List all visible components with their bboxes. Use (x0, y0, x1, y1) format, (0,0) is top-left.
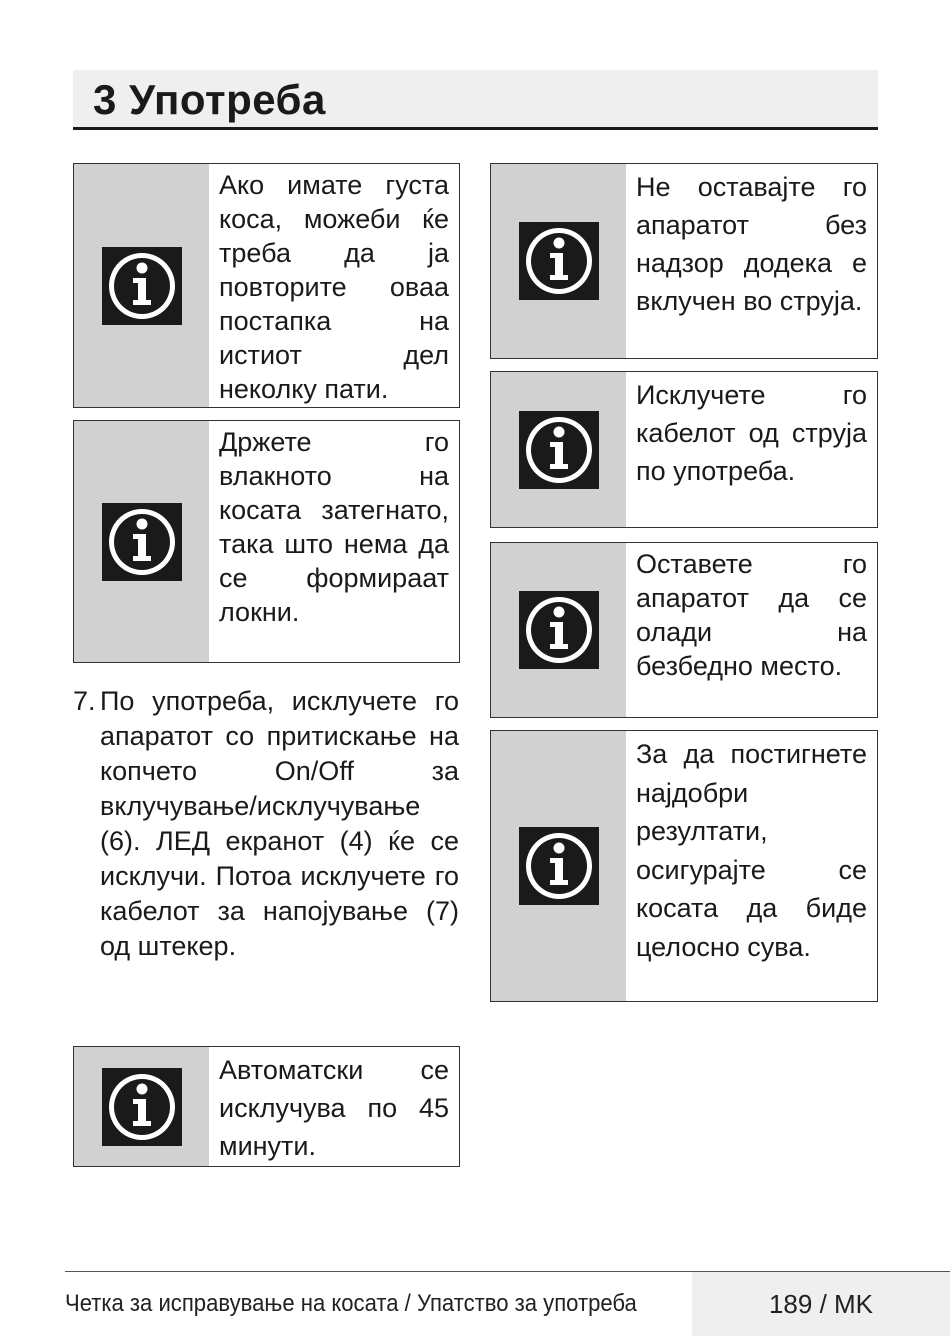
page-title: 3 Употреба (93, 76, 326, 123)
section-header (73, 70, 878, 130)
info-note-unplug (490, 371, 878, 528)
info-note-dry-hair (490, 730, 878, 1002)
note-icon-panel (74, 421, 209, 662)
note-icon-panel (491, 543, 626, 717)
step-text: По употреба, исклучете го апаратот со притискање на копчето On/Off за вклучување/исклучување (6). ЛЕД екранот (4) ќе се исклучи. Потоа исклучете го кабелот за напојување (7) од штекер. (100, 686, 459, 961)
note-icon-panel (491, 372, 626, 527)
page-number: 189 / MK (692, 1272, 950, 1336)
info-icon (102, 247, 182, 325)
note-text: Не оставајте го апаратот без надзор додека е вклучен во струја. (636, 172, 867, 316)
note-icon-panel (491, 731, 626, 1001)
info-note-hold-taut (73, 420, 460, 663)
note-icon-panel (491, 164, 626, 358)
note-text: За да постигнете најдобри резултати, осигурајте се косата да биде целосно сува. (636, 739, 867, 962)
info-icon (519, 591, 599, 669)
footer-title: Четка за исправување на косата / Упатство за употреба (65, 1290, 637, 1317)
info-note-auto-off (73, 1046, 460, 1167)
note-text: Ако имате густа коса, можеби ќе треба да ја повторите оваа постапка на истиот дел неколку пати. (219, 170, 449, 404)
note-text: Држете го влакното на косата затегнато, така што нема да се формираат локни. (219, 427, 449, 627)
info-note-cool-down (490, 542, 878, 718)
note-text: Автоматски се исклучува по 45 минути. (219, 1055, 449, 1161)
info-icon (519, 827, 599, 905)
info-icon (102, 503, 182, 581)
note-icon-panel (74, 1047, 209, 1166)
note-icon-panel (74, 164, 209, 407)
info-icon (519, 411, 599, 489)
step-7 (73, 684, 459, 964)
info-icon (519, 222, 599, 300)
step-number: 7. (73, 686, 96, 716)
info-icon (102, 1068, 182, 1146)
note-text: Исклучете го кабелот од струја по употреба. (636, 380, 867, 486)
info-note-unattended (490, 163, 878, 359)
info-note-thick-hair (73, 163, 460, 408)
note-text: Оставете го апаратот да се олади на безбедно место. (636, 549, 867, 681)
